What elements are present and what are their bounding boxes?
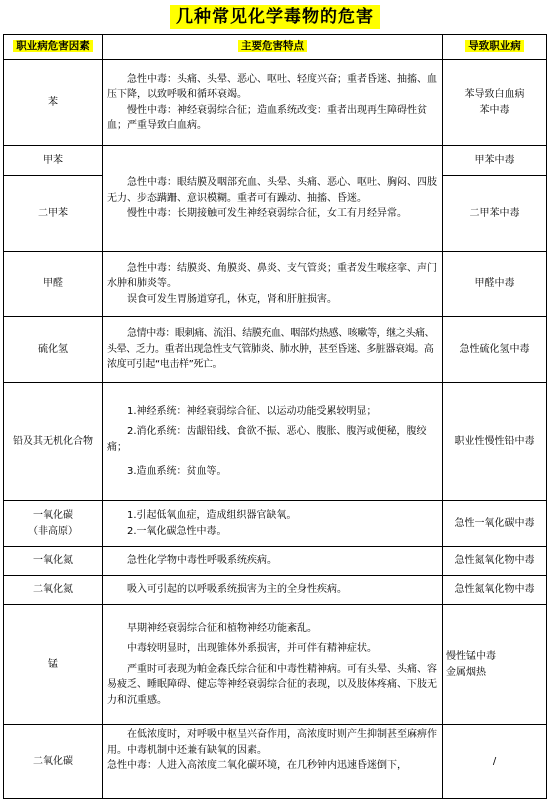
factor-cell: 甲醛 bbox=[4, 252, 103, 317]
disease-text: 慢性锰中毒 bbox=[446, 651, 496, 662]
factor-cell: 二氧化碳 bbox=[4, 725, 103, 799]
hazard-table bbox=[3, 34, 547, 799]
table-row bbox=[4, 501, 547, 547]
disease-cell: 急性一氧化碳中毒 bbox=[443, 501, 547, 547]
header-factor-label: 职业病危害因素 bbox=[13, 40, 93, 52]
factor-cell: 苯 bbox=[4, 60, 103, 146]
factor-cell: 铅及其无机化合物 bbox=[4, 383, 103, 501]
table-row bbox=[4, 605, 547, 725]
factor-cell: 二甲苯 bbox=[4, 176, 103, 252]
factor-cell: 二氧化氮 bbox=[4, 576, 103, 605]
title-wrap bbox=[0, 5, 550, 29]
disease-text: 金属烟热 bbox=[446, 666, 486, 678]
table-row bbox=[4, 383, 547, 501]
table-row bbox=[4, 576, 547, 605]
feature-text: 吸入可引起的以呼吸系统损害为主的全身性疾病。 bbox=[127, 584, 347, 596]
disease-cell: 二甲苯中毒 bbox=[443, 176, 547, 252]
feature-text: 中毒较明显时，出现锥体外系损害，并可伴有精神症状。 bbox=[127, 643, 377, 655]
features-cell bbox=[103, 725, 443, 799]
disease-cell: 急性氮氧化物中毒 bbox=[443, 576, 547, 605]
feature-text: 急性中毒：人进入高浓度二氧化碳环境，在几秒钟内迅速昏迷倒下， bbox=[107, 760, 407, 771]
features-cell bbox=[103, 60, 443, 146]
factor-text: （非高原） bbox=[28, 525, 78, 537]
header-factor bbox=[4, 35, 103, 60]
table-row bbox=[4, 252, 547, 317]
features-cell bbox=[103, 146, 443, 252]
feature-text: 严重时可表现为帕金森氏综合征和中毒性精神病。可有头晕、头痛、容易疲乏、睡眠障碍、健忘等神经衰弱综合征的表现，以及肢体疼痛、下肢无力和沉重感。 bbox=[107, 663, 437, 706]
features-cell bbox=[103, 501, 443, 547]
disease-cell bbox=[443, 60, 547, 146]
feature-text: 急性中毒：眼结膜及咽部充血、头晕、头痛、恶心、呕吐、胸闷、四肢无力、步态蹒跚、意识模糊。重者可有躁动、抽搐、昏迷。 bbox=[107, 177, 437, 204]
table-row bbox=[4, 317, 547, 383]
disease-cell: 急性硫化氢中毒 bbox=[443, 317, 547, 383]
feature-text: 急性中毒：结膜炎、角膜炎、鼻炎、支气管炎；重者发生喉痉挛、声门水肿和肺炎等。 bbox=[107, 262, 437, 290]
feature-text: 2.一氧化碳急性中毒。 bbox=[127, 525, 227, 537]
table-row bbox=[4, 60, 547, 146]
disease-cell: 职业性慢性铅中毒 bbox=[443, 383, 547, 501]
page-title: 几种常见化学毒物的危害 bbox=[170, 5, 380, 29]
header-row bbox=[4, 35, 547, 60]
feature-text: 2.消化系统：齿龈铅线、食欲不振、恶心、腹胀、腹泻或便秘，腹绞痛； bbox=[107, 426, 427, 453]
factor-cell bbox=[4, 501, 103, 547]
feature-text: 1.神经系统：神经衰弱综合征、以运动功能受累较明显； bbox=[127, 405, 377, 417]
feature-text: 3.造血系统：贫血等。 bbox=[127, 466, 227, 477]
disease-cell bbox=[443, 605, 547, 725]
table-row bbox=[4, 725, 547, 799]
header-features bbox=[103, 35, 443, 60]
feature-text: 慢性中毒：长期接触可发生神经衰弱综合征，女工有月经异常。 bbox=[127, 208, 407, 220]
features-cell bbox=[103, 576, 443, 605]
features-cell bbox=[103, 317, 443, 383]
disease-text: 苯中毒 bbox=[479, 104, 510, 116]
header-disease bbox=[443, 35, 547, 60]
feature-text: 急情中毒：眼刺痛、流泪、结膜充血、咽部灼热感、咳嗽等，继之头痛、头晕、乏力。重者出现急性支气管肺炎、肺水肿，甚至昏迷、多脏器衰竭。高浓度可引起“电击样”死亡。 bbox=[107, 328, 435, 371]
table-row bbox=[4, 547, 547, 576]
table-row bbox=[4, 146, 547, 176]
disease-cell: 甲苯中毒 bbox=[443, 146, 547, 176]
feature-text: 在低浓度时，对呼吸中枢呈兴奋作用，高浓度时则产生抑制甚至麻痹作用。中毒机制中还兼有缺氧的因素。 bbox=[107, 729, 437, 756]
features-cell bbox=[103, 252, 443, 317]
feature-text: 误食可发生胃肠道穿孔，休克，肾和肝脏损害。 bbox=[127, 293, 337, 305]
factor-text: 一氧化碳 bbox=[33, 510, 73, 521]
header-disease-label: 导致职业病 bbox=[465, 40, 524, 52]
features-cell bbox=[103, 383, 443, 501]
factor-cell: 一氧化氮 bbox=[4, 547, 103, 576]
factor-cell: 锰 bbox=[4, 605, 103, 725]
disease-cell: 急性氮氧化物中毒 bbox=[443, 547, 547, 576]
disease-cell: / bbox=[443, 725, 547, 799]
disease-cell: 甲醛中毒 bbox=[443, 252, 547, 317]
factor-cell: 硫化氢 bbox=[4, 317, 103, 383]
factor-cell: 甲苯 bbox=[4, 146, 103, 176]
feature-text: 1.引起低氧血症，造成组织器官缺氧。 bbox=[127, 510, 297, 521]
features-cell bbox=[103, 547, 443, 576]
feature-text: 早期神经衰弱综合征和植物神经功能紊乱。 bbox=[127, 622, 317, 634]
disease-text: 苯导致白血病 bbox=[464, 89, 525, 100]
features-cell bbox=[103, 605, 443, 725]
feature-text: 急性化学物中毒性呼吸系统疾病。 bbox=[127, 555, 277, 567]
header-features-label: 主要危害特点 bbox=[238, 40, 307, 52]
feature-text: 慢性中毒：神经衰弱综合征；造血系统改变：重者出现再生障碍性贫血；严重导致白血病。 bbox=[107, 104, 427, 131]
feature-text: 急性中毒：头痛、头晕、恶心、呕吐、轻度兴奋；重者昏迷、抽搐、血压下降，以致呼吸和循环衰竭。 bbox=[107, 73, 437, 100]
